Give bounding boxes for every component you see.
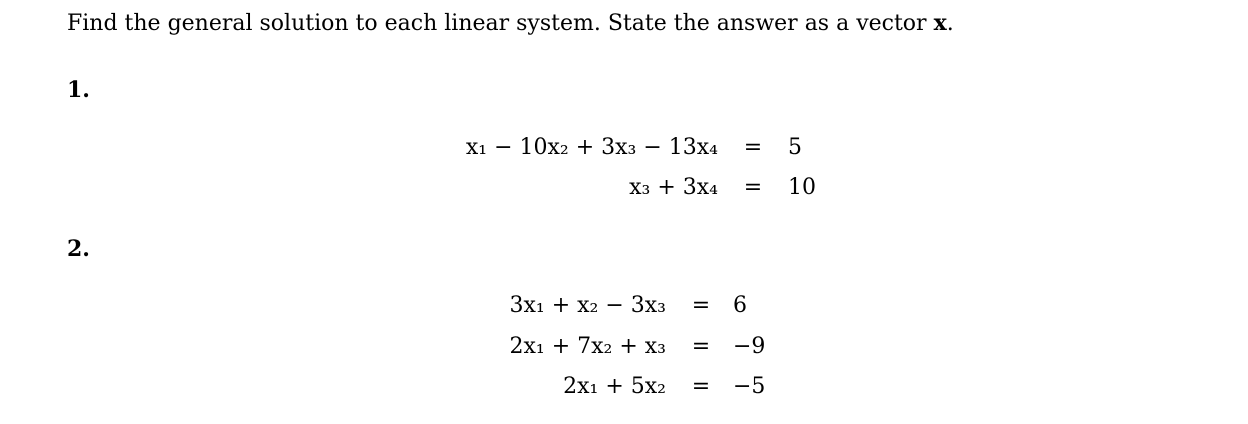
equation-lhs: 2x₁ + 5x₂ xyxy=(563,374,666,399)
instructions-period: . xyxy=(946,11,954,36)
instructions xyxy=(67,8,954,39)
equals-sign: = xyxy=(691,293,711,318)
instructions-text: Find the general solution to each linear system. State the answer as a vector xyxy=(67,11,934,36)
problem-1-number: 1. xyxy=(67,77,90,103)
vector-symbol: x xyxy=(933,10,947,36)
equals-sign: = xyxy=(691,374,711,399)
problem-2-number: 2. xyxy=(67,236,90,262)
equals-sign: = xyxy=(743,135,763,160)
equals-sign: = xyxy=(743,175,763,200)
equation-lhs: 2x₁ + 7x₂ + x₃ xyxy=(509,334,666,359)
equation-rhs: 6 xyxy=(733,293,747,318)
equation-rhs: −9 xyxy=(733,334,766,359)
equation-rhs: 10 xyxy=(788,175,816,200)
equation-rhs: −5 xyxy=(733,374,766,399)
equation-lhs: 3x₁ + x₂ − 3x₃ xyxy=(509,293,666,318)
equals-sign: = xyxy=(691,334,711,359)
equation-lhs: x₃ + 3x₄ xyxy=(629,175,718,200)
equation-lhs: x₁ − 10x₂ + 3x₃ − 13x₄ xyxy=(465,135,718,160)
equation-rhs: 5 xyxy=(788,135,802,160)
